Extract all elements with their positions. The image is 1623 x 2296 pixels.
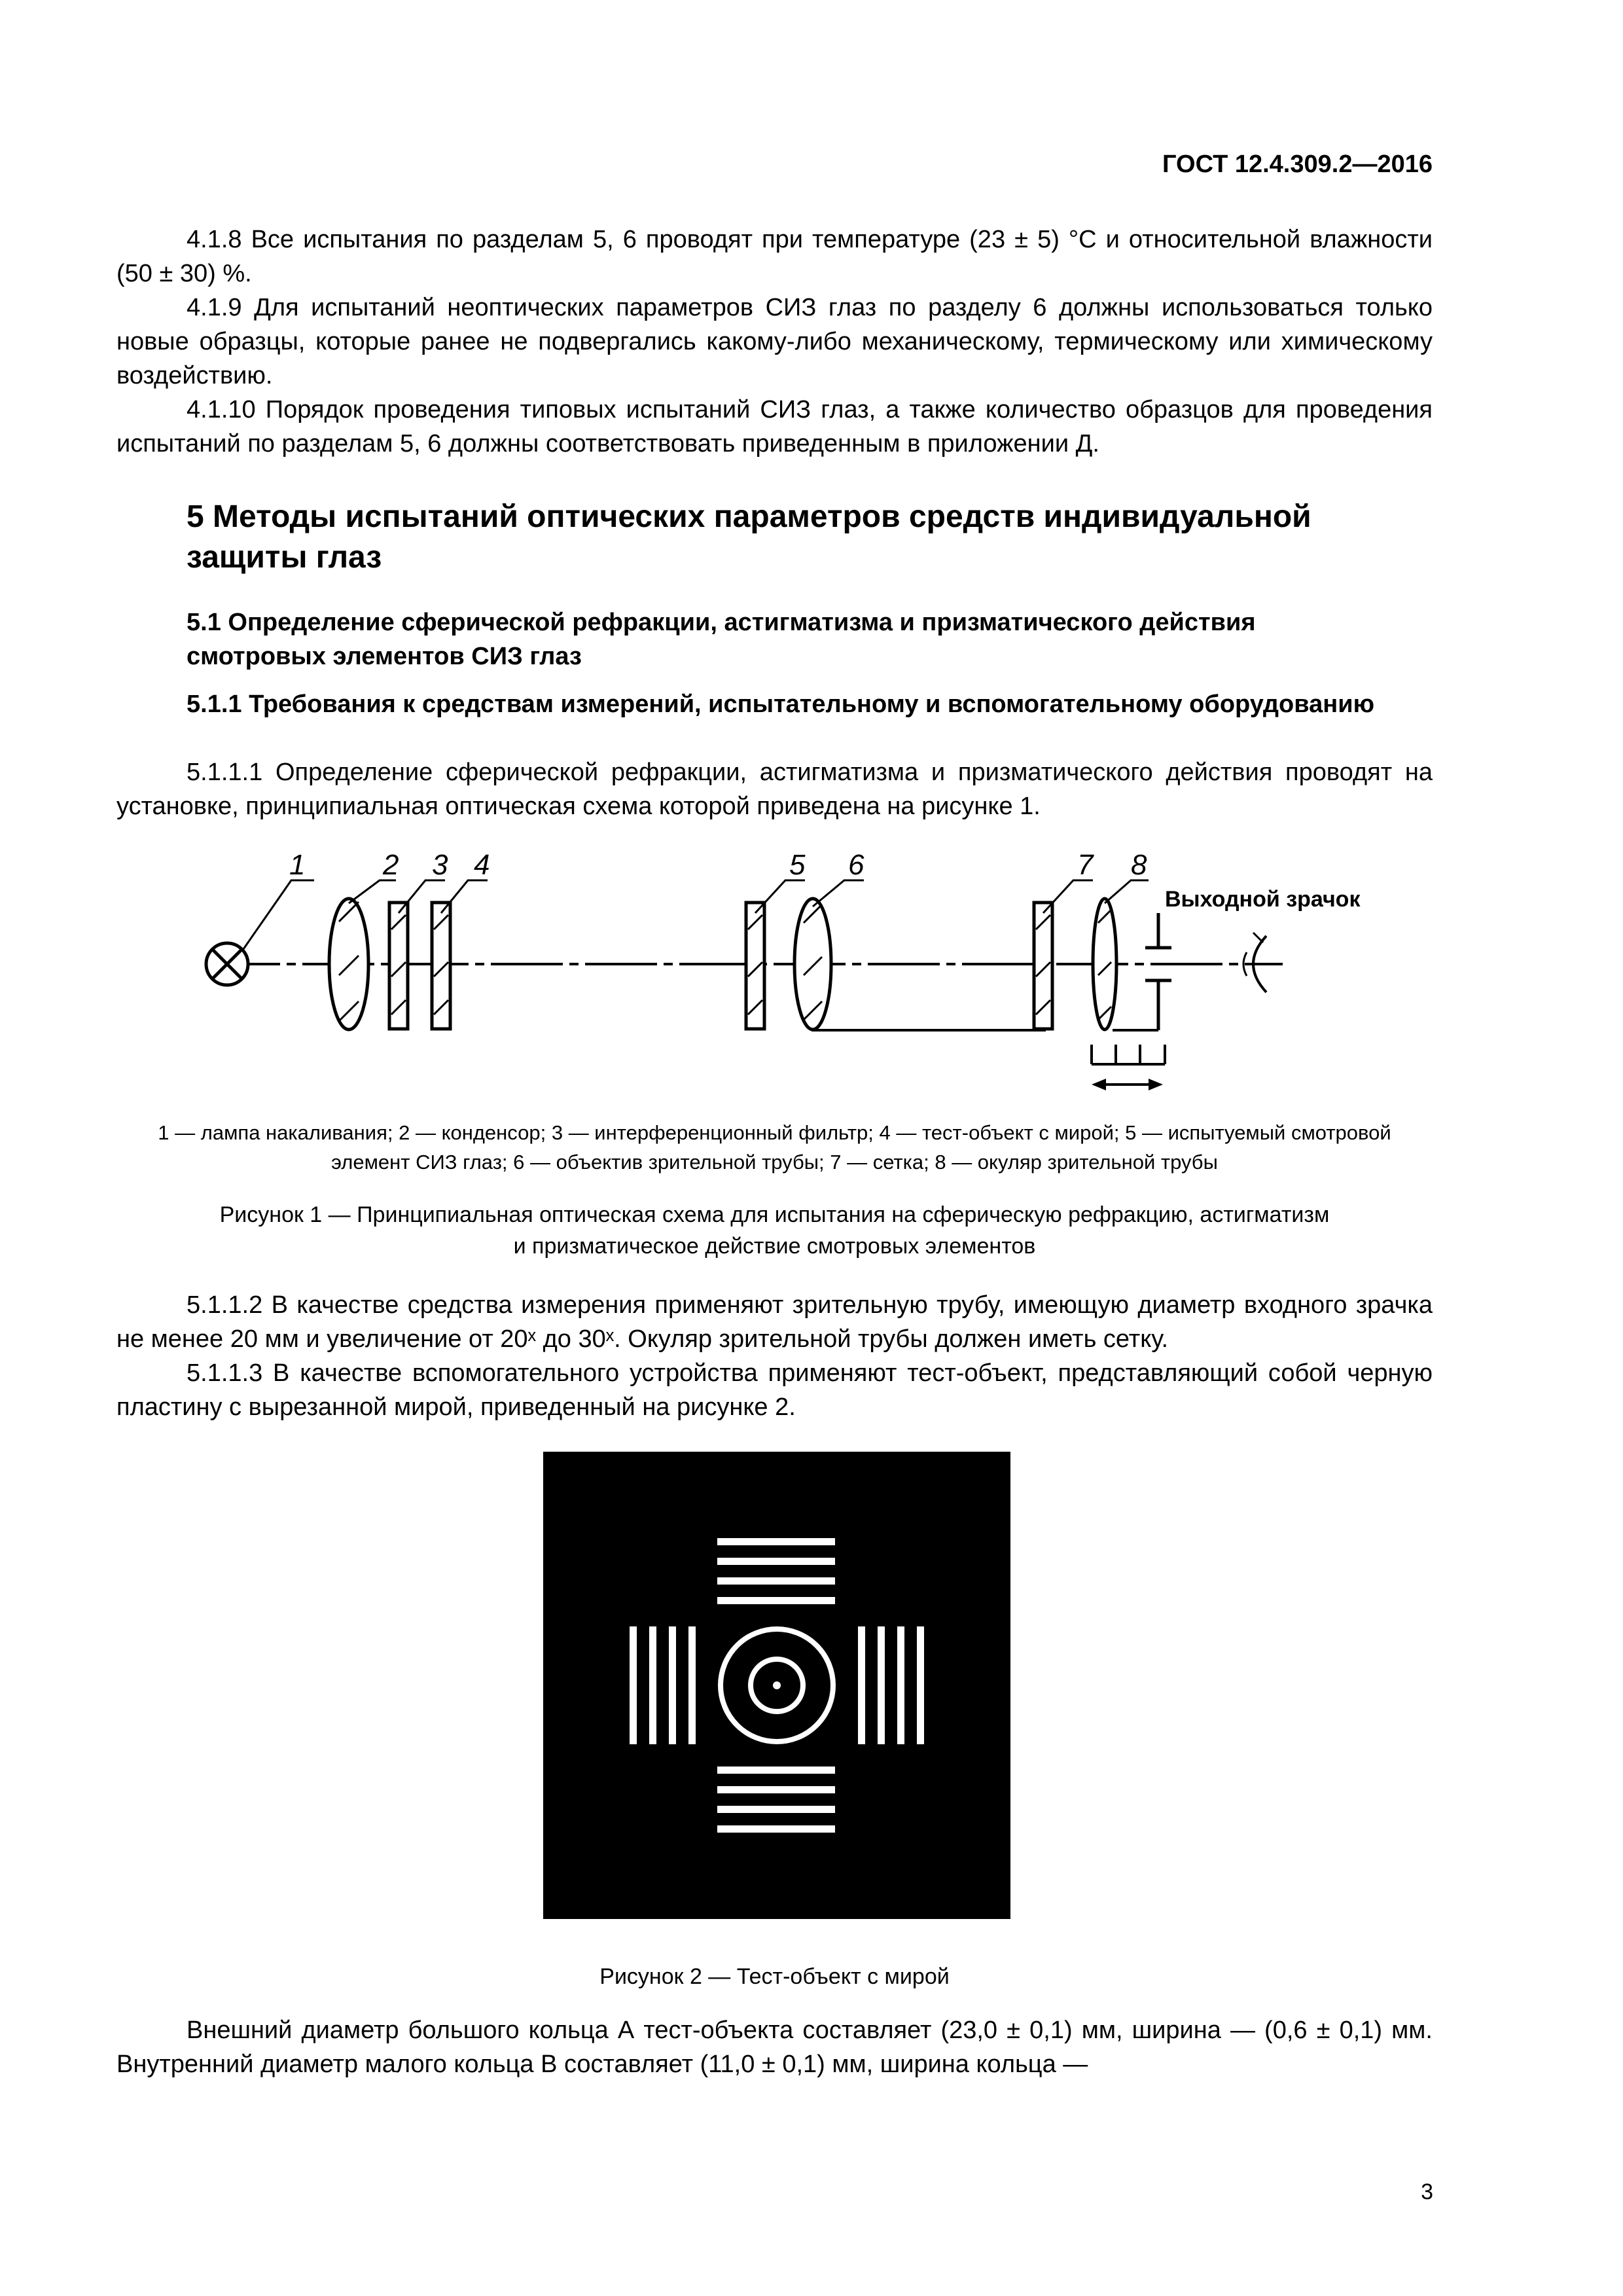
- figure-1-optical-scheme: [116, 831, 1433, 1106]
- exit-pupil-diaphragm: [1113, 913, 1171, 1030]
- paragraph-outer-diameter: [116, 2013, 1433, 2081]
- paragraph-5-1-1-2: [116, 1288, 1433, 1356]
- section-5-title-line1: 5 Методы испытаний оптических параметров средств индивидуальной: [187, 499, 1311, 534]
- top-bar-3: [717, 1577, 835, 1585]
- top-bar-2: [717, 1558, 835, 1565]
- label-3: 3: [432, 849, 448, 881]
- eye-icon: [1243, 933, 1266, 992]
- paragraph-4-1-10: [116, 393, 1433, 461]
- right-bar-2: [878, 1626, 885, 1744]
- double-arrow-icon: [1092, 1079, 1163, 1090]
- paragraph-4-1-9-text: 4.1.9 Для испытаний неоптических параметров СИЗ глаз по разделу 6 должны использоваться только новые образцы, которые ранее не подвергались какому-либо механическому, термическому или химическому воздействию.: [116, 294, 1433, 389]
- paragraph-5-1-1-1: [116, 755, 1433, 823]
- condenser-lens: [329, 899, 368, 1030]
- bottom-bar-4: [717, 1825, 835, 1833]
- eyepiece-scale: [1092, 1045, 1165, 1064]
- exit-pupil-label: Выходной зрачок: [1165, 887, 1361, 912]
- top-bar-1: [717, 1538, 835, 1545]
- label-6: 6: [848, 849, 865, 881]
- figure-1-legend-line1: 1 — лампа накаливания; 2 — конденсор; 3 — интерференционный фильтр; 4 — тест-объект с мирой; 5 — испытуемый смотровой: [158, 1121, 1391, 1144]
- standard-code: ГОСТ 12.4.309.2—2016: [1162, 151, 1433, 178]
- lamp-icon: [206, 943, 248, 985]
- center-dot: [773, 1681, 781, 1689]
- label-8: 8: [1131, 849, 1147, 881]
- left-bar-4: [688, 1626, 696, 1744]
- top-bar-4: [717, 1597, 835, 1604]
- paragraph-outer-diameter-text: Внешний диаметр большого кольца А тест-объекта составляет (23,0 ± 0,1) мм, ширина — (0,6 ± 0,1) мм. Внутренний диаметр малого кольца В составляет (11,0 ± 0,1) мм, ширина кольца —: [116, 2017, 1433, 2078]
- left-bar-2: [649, 1626, 656, 1744]
- paragraph-4-1-10-text: 4.1.10 Порядок проведения типовых испытаний СИЗ глаз, а также количество образцов для проведения испытаний по разделам 5, 6 должны соответствовать приведенным в приложении Д.: [116, 396, 1433, 457]
- paragraph-4-1-8-text: 4.1.8 Все испытания по разделам 5, 6 проводят при температуре (23 ± 5) °С и относительной влажности (50 ± 30) %.: [116, 226, 1433, 287]
- subsection-5-1-1-text: 5.1.1 Требования к средствам измерений, испытательному и вспомогательному оборудованию: [187, 691, 1375, 718]
- figure-2-caption: Рисунок 2 — Тест-объект с мирой: [599, 1964, 950, 1989]
- bottom-bar-2: [717, 1786, 835, 1793]
- paragraph-5-1-1-2-text: 5.1.1.2 В качестве средства измерения применяют зрительную трубу, имеющую диаметр входного зрачка не менее 20 мм и увеличение от 20ˣ до 30ˣ. Окуляр зрительной трубы должен иметь сетку.: [116, 1291, 1433, 1353]
- right-bar-4: [917, 1626, 924, 1744]
- subsection-5-1-1: [116, 687, 1433, 721]
- subsection-5-1-line1: 5.1 Определение сферической рефракции, астигматизма и призматического действия: [187, 609, 1256, 636]
- bottom-bar-1: [717, 1767, 835, 1774]
- subsection-5-1-line2: смотровых элементов СИЗ глаз: [187, 643, 582, 670]
- left-bar-1: [630, 1626, 637, 1744]
- right-bar-3: [897, 1626, 904, 1744]
- eyepiece-lens: [1093, 899, 1116, 1030]
- label-5: 5: [789, 849, 806, 881]
- tested-viewing-element: [746, 903, 764, 1029]
- leader-lines: [243, 880, 1149, 949]
- section-5-title-line2: защиты глаз: [187, 540, 382, 575]
- objective-lens: [794, 899, 831, 1030]
- reticle-plate: [1034, 903, 1052, 1029]
- paragraph-5-1-1-3: [116, 1356, 1433, 1424]
- interference-filter: [389, 903, 408, 1029]
- left-bar-3: [669, 1626, 676, 1744]
- page-number: 3: [1421, 2179, 1433, 2204]
- label-4: 4: [474, 849, 490, 881]
- right-bar-1: [858, 1626, 865, 1744]
- figure-1-caption-line2: и призматическое действие смотровых элементов: [513, 1234, 1036, 1259]
- figure-1-legend-line2: элемент СИЗ глаз; 6 — объектив зрительной трубы; 7 — сетка; 8 — окуляр зрительной трубы: [331, 1151, 1218, 1174]
- paragraph-5-1-1-3-text: 5.1.1.3 В качестве вспомогательного устройства применяют тест-объект, представляющий собой черную пластину с вырезанной мирой, приведенный на рисунке 2.: [116, 1359, 1433, 1421]
- paragraph-4-1-9: [116, 291, 1433, 393]
- paragraph-4-1-8: [116, 223, 1433, 291]
- paragraph-5-1-1-1-text: 5.1.1.1 Определение сферической рефракции, астигматизма и призматического действия проводят на установке, принципиальная оптическая схема которой приведена на рисунке 1.: [116, 759, 1433, 820]
- label-2: 2: [383, 849, 399, 881]
- label-1: 1: [289, 849, 306, 881]
- label-7: 7: [1077, 849, 1094, 881]
- test-object-plate: [432, 903, 450, 1029]
- bottom-bar-3: [717, 1806, 835, 1813]
- figure-2-test-object: [543, 1452, 1010, 1919]
- figure-1-caption-line1: Рисунок 1 — Принципиальная оптическая схема для испытания на сферическую рефракцию, астигматизм: [219, 1202, 1330, 1227]
